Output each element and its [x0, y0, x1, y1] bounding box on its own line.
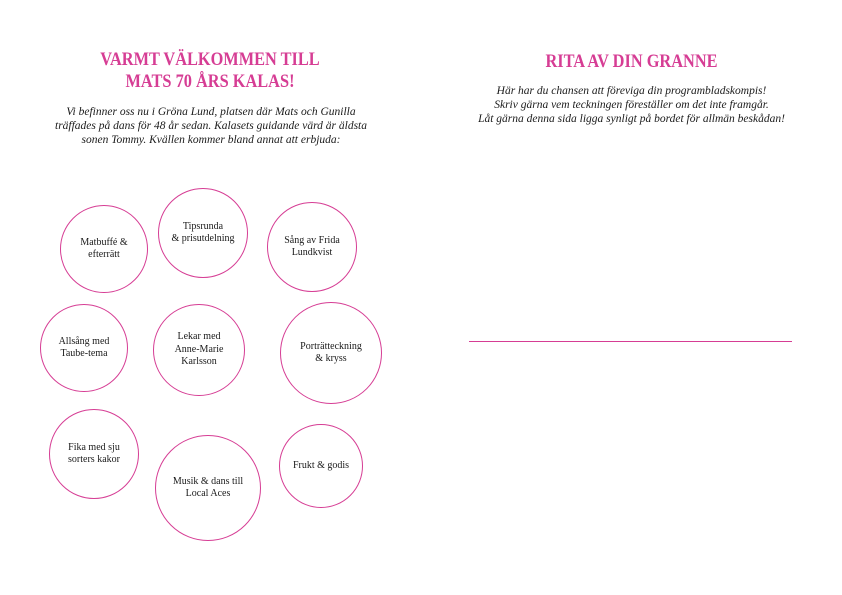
activity-circle-song	[267, 202, 357, 292]
right-page	[421, 0, 842, 595]
activity-circle-fruit	[279, 424, 363, 508]
activity-text: sorters kakor	[68, 454, 120, 465]
activity-text: efterrätt	[88, 249, 120, 260]
welcome-title-line1: VARMT VÄLKOMMEN TILL	[100, 49, 320, 70]
activity-circle-fika	[49, 409, 139, 499]
activity-circle-portrait	[280, 302, 382, 404]
welcome-intro: Vi befinner oss nu i Gröna Lund, platsen där Mats och Gunilla träffades på dans för 48 år sedan. Kalasets guidande värd är äldsta sonen Tommy. Kvällen kommer bland annat att erbjuda:	[55, 106, 367, 146]
activity-circle-games	[153, 304, 245, 396]
draw-intro-line3: Låt gärna denna sida ligga synligt på bordet för allmän beskådan!	[478, 113, 785, 125]
activity-text: Local Aces	[185, 488, 231, 499]
activity-text: Sång av Frida	[284, 234, 340, 246]
activity-text: Allsång med	[58, 335, 110, 347]
draw-intro-line2: Skriv gärna vem teckningen föreställer om det inte framgår.	[494, 99, 769, 111]
draw-intro	[451, 84, 812, 126]
activity-text: Taube-tema	[60, 348, 108, 359]
activity-circle-buffet	[60, 205, 148, 293]
welcome-title-line2: MATS 70 ÅRS KALAS!	[125, 71, 295, 92]
activity-circle-singalong	[40, 304, 128, 392]
activity-circle-quiz	[158, 188, 248, 278]
activity-text: Porträtteckning	[300, 340, 362, 352]
drawing-name-line	[469, 341, 792, 342]
activity-text: Frukt & godis	[292, 459, 350, 471]
activity-text: Fika med sju	[68, 441, 120, 453]
draw-title: RITA AV DIN GRANNE	[545, 51, 718, 72]
activity-circle-music	[155, 435, 261, 541]
draw-intro-line1: Här har du chansen att föreviga din programbladskompis!	[496, 85, 767, 97]
activity-text: Karlsson	[181, 356, 217, 368]
welcome-title	[64, 49, 356, 93]
activity-text: & prisutdelning	[171, 233, 235, 244]
activity-text: Tipsrunda	[182, 220, 224, 232]
activity-text: Lundkvist	[291, 247, 333, 258]
activity-text: Lekar med	[177, 331, 221, 343]
activity-text: & kryss	[315, 353, 347, 364]
activity-text: Musik & dans till	[172, 475, 244, 487]
activity-text: Matbuffé &	[80, 236, 128, 248]
activity-text: Anne-Marie	[174, 343, 224, 355]
